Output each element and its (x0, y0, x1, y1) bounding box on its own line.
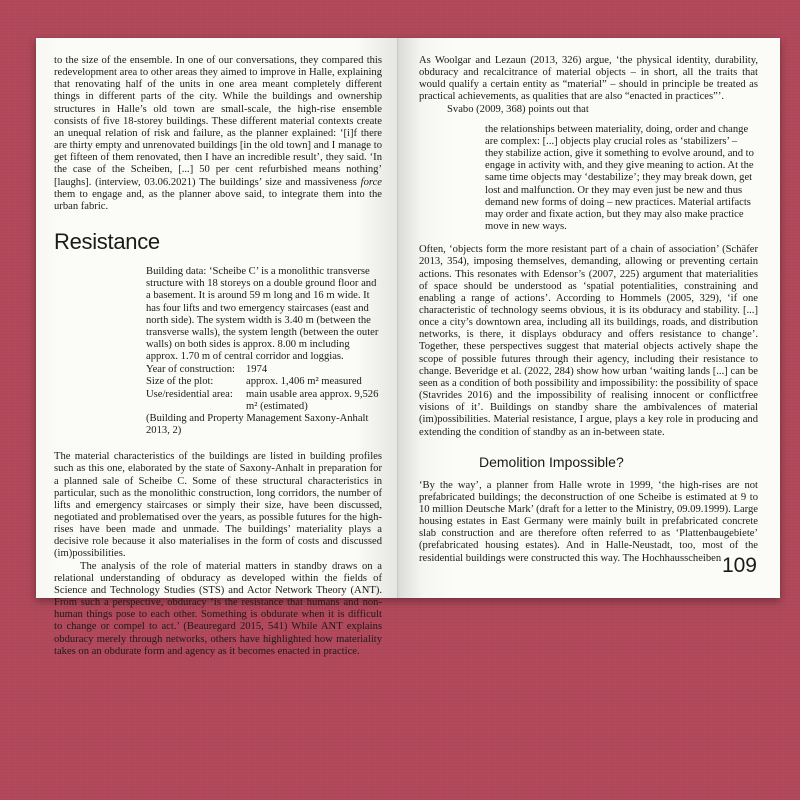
spec-value: main usable area approx. 9,526 m² (estimated) (246, 388, 379, 412)
spec-row (146, 376, 382, 388)
section-heading-resistance: Resistance (54, 229, 160, 255)
spec-label: Year of construction: (146, 364, 235, 376)
building-data-text: Building data: ‘Scheibe C’ is a monolithic transverse structure with 18 storeys on a double ground floor and a basement. It is around 59 m long and 16 m wide. It has four lifts and two emergency staircases (east and north side). The system width is 3.40 m (between the transverse walls), the system length (between the outer walls) on both sides is approx. 8.00 m including approx. 1.70 m of central corridor and loggias. (146, 266, 379, 363)
block-quote-text: the relationships between materiality, doing, order and change are complex: [...] objects play crucial roles as ‘stabilizers’ – they stabilize action, give it something to evolve around, and to engage in activity with, and they give meaning to action. At the same time objects may ‘destabilize’; they may break down, get lost and malfunction. Or they may even just be new and thus demand new forms of doing – new practices. Material artifacts may order and fixate action, but they may also make practice move in new ways. (485, 123, 754, 233)
book-spread (36, 38, 780, 657)
body-paragraph: As Woolgar and Lezaun (2013, 326) argue, ‘the physical identity, durability, obduracy and recalcitrance of material objects – in short, all the traits that would qualify a certain entity as “material” – should in principle be treated as practical achievements, as qualities that are also “enacted in practices”’. (419, 55, 758, 103)
block-quote (485, 124, 758, 233)
body-paragraph: The analysis of the role of material matters in standby draws on a relational understanding of obduracy as developed within the fields of Science and Technology Studies (STS) and Actor Network Theory (ANT). From such a perspective, obduracy ‘is the resistance that humans and non-human things pose to each other. Something is obdurate when it is difficult to change or compel to act.’ (Beauregard 2015, 541) While ANT explains obduracy merely through networks, others have highlighted how materiality takes on an obdurate form and agency as it becomes enacted in practice. (54, 560, 382, 657)
emphasis-force: force (360, 176, 382, 188)
spec-row (146, 389, 382, 413)
body-paragraph: ‘By the way’, a planner from Halle wrote in 1999, ‘the high-rises are not prefabricated buildings; the deconstruction of one Scheibe is estimated at 9 to 10 million Deutsche Mark’ (draft for a letter to the Ministry, 09.09.1999). Large housing estates in East Germany were mainly built in prefabricated concrete slab construction and are therefore often referred to as ‘Plattenbaugebiete’ (prefabricated housing estates). And in Halle-Neustadt, too, most of the residential buildings were constructed this way. The Hochhausscheiben (419, 479, 758, 564)
right-page (399, 38, 780, 598)
body-paragraph: The material characteristics of the buildings are listed in building profiles such as this one, elaborated by the state of Saxony-Anhalt in preparation for a planned sale of Scheibe C. Some of these structural characteristics in particular, such as the monolithic construction, long corridors, the number of lifts and emergency staircases or simply their size, have been discussed, negotiated and problematised over the years, as possible futures for the high-rises have been made and unmade. The buildings’ materiality plays a decisive role because it also materialises in the form of costs and discussed (im)possibilities. (54, 451, 382, 560)
intro-tail: them to engage and, as the planner above said, to integrate them into the urban fabric. (54, 188, 382, 212)
intro-paragraph (54, 55, 382, 213)
spec-value: 1974 (246, 364, 268, 376)
spec-value: approx. 1,406 m² measured (246, 376, 362, 388)
quote-intro: Svabo (2009, 368) points out that (447, 103, 589, 115)
spec-row (146, 364, 382, 376)
building-specs (146, 364, 382, 413)
left-page (36, 38, 399, 657)
spec-label: Use/residential area: (146, 388, 233, 400)
body-paragraph: Often, ‘objects form the more resistant part of a chain of association’ (Schäfer 2013, 354), imposing themselves, demanding, allowing or preventing certain actions. This resonates with Edensor’s (2007, 225) argument that materialities of space should be understood as ‘spatial potentialities, constraining and enabling a range of actions’. According to Hommels (2005, 329), ‘if one characteristic of technology seems obvious, it is its obduracy and stability. [...] once a city’s downtown area, including all its buildings, roads, and distribution networks, is there, it displays obduracy and offers resistance to change’. Together, these perspectives suggest that material objects actively shape the scope of possible futures through their agency, including their resistance to change. Beveridge et al. (2022, 284) show how urban ‘waiting lands [...] can be seen as a condition of both possibility and impossibility: the possibility of space (Stavrides 2016) and the impossibility of realising innocent or conflictfree visions of it’. Buildings on standby share the ambivalences of material (im)possibilities. Material resistance, I argue, plays a key role in producing and extending the condition of standby as an in-between state. (419, 244, 758, 438)
spec-label: Size of the plot: (146, 376, 214, 388)
page-number: 109 (721, 554, 757, 577)
building-data-block (146, 266, 382, 363)
building-data-source: (Building and Property Management Saxony-Anhalt 2013, 2) (146, 412, 369, 437)
intro-text: to the size of the ensemble. In one of our conversations, they compared this redevelopment area to other areas they aimed to improve in Halle, explaining that renovating half of the units in one area meant completely different things in different parts of the city. While the buildings and ownership structures in Halle’s old town are small-scale, the high-rise ensemble consists of five 18-storey buildings. These different material contexts create an unequal relation of risk and failure, as the planner explained: ‘[i]f there are thirty empty and unrenovated buildings [in the old town] and I manage to get fifteen of them renovated, then I have an incredible result’, they said. ‘In the case of the Scheiben, [...] 50 per cent refurbished means nothing’ [laughs]. (interview, 03.06.2021) The buildings’ size and massiveness (54, 55, 382, 188)
section-heading-demolition: Demolition Impossible? (479, 453, 624, 470)
